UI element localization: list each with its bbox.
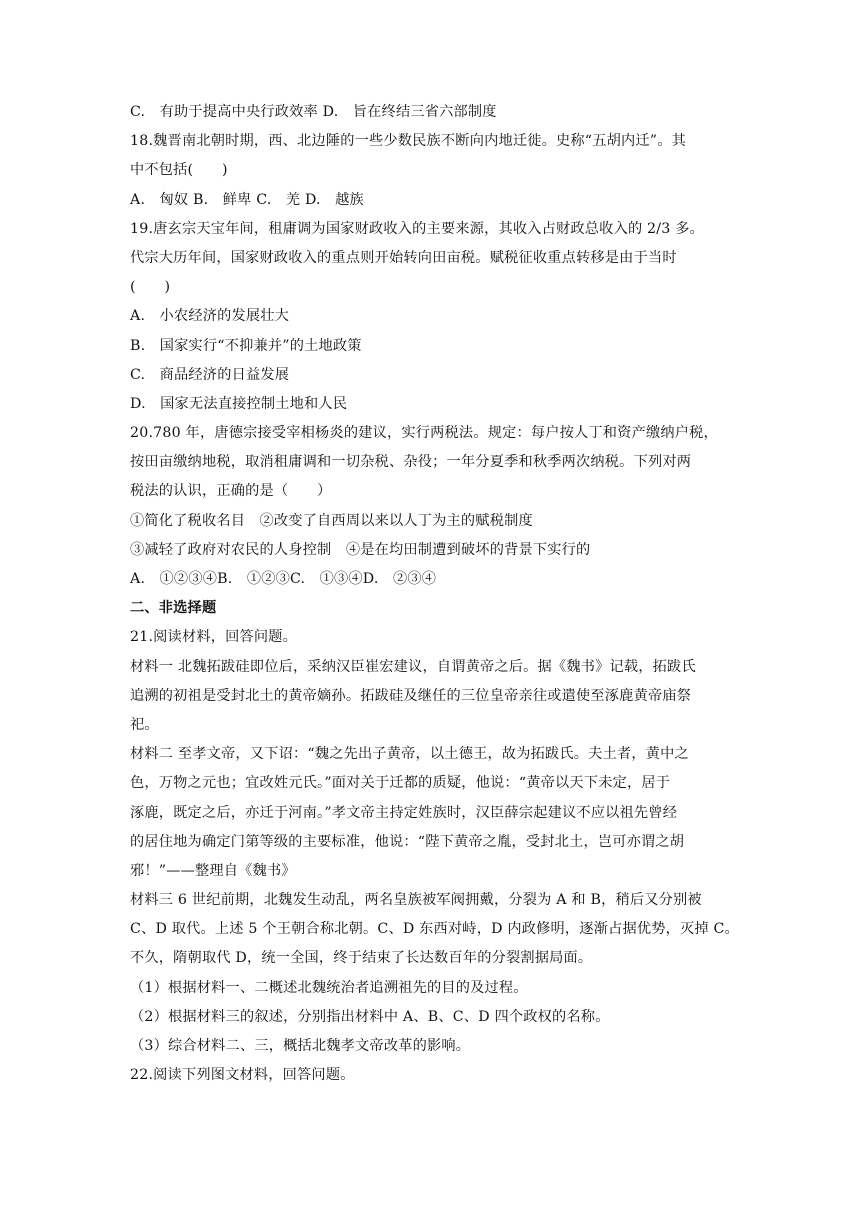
sub-question-3: （3）综合材料二、三，概括北魏孝文帝改革的影响。 [130, 1038, 471, 1054]
material-2-line: 材料二 至孝文帝，又下诏：“魏之先出子黄帝，以土德王，故为拓跋氏。夫土者，黄中之 [130, 746, 689, 763]
sub-question-2: （2）根据材料三的叙述，分别指出材料中 A、B、C、D 四个政权的名称。 [130, 1008, 610, 1025]
question-21-line: 21.阅读材料，回答问题。 [130, 629, 298, 646]
text-line: 追溯的初祖是受封北土的黄帝嫡孙。拓跋硅及继任的三位皇帝亲往或遣使至涿鹿黄帝庙祭 [130, 687, 692, 704]
material-1-line: 材料一 北魏拓跋硅即位后，采纳汉臣崔宏建议，自谓黄帝之后。据《魏书》记载，拓跋氏 [130, 658, 696, 675]
text-line: 祀。 [130, 716, 159, 733]
material-3-line: 材料三 6 世纪前期，北魏发生动乱，两名皇族被军阀拥戴，分裂为 A 和 B，稍后又分别被 [130, 892, 702, 909]
text-line: 色，万物之元也；宜改姓元氏。”面对关于迁都的质疑，他说：“黄帝以天下未定，居于 [130, 775, 671, 792]
statement-line: ③减轻了政府对农民的人身控制 ④是在均田制遭到破坏的背景下实行的 [130, 541, 591, 558]
question-19-line: 19.唐玄宗天宝年间，租庸调为国家财政收入的主要来源，其收入占财政总收入的 2/3 多。 [130, 220, 704, 237]
answer-options: A. 匈奴 B. 鲜卑 C. 羌 D. 越族 [130, 191, 364, 208]
text-line: 代宗大历年间，国家财政收入的重点则开始转向田亩税。赋税征收重点转移是由于当时 [130, 249, 677, 266]
text-line: 税法的认识，正确的是（ ） [130, 483, 332, 500]
text-line: 按田亩缴纳地税，取消租庸调和一切杂税、杂役；一年分夏季和秋季两次纳税。下列对两 [130, 454, 692, 471]
text-line: ( ) [130, 279, 171, 296]
text-line: 涿鹿，既定之后，亦迁于河南。”孝文帝主持定姓族时，汉臣薛宗起建议不应以祖先曾经 [130, 804, 678, 821]
answer-option-b: B. 国家实行“不抑兼并”的土地政策 [130, 337, 362, 354]
text-line: 中不包括( ) [130, 162, 228, 179]
question-20-line: 20.780 年，唐德宗接受宰相杨炎的建议，实行两税法。规定：每户按人丁和资产缴纳户税， [130, 425, 718, 442]
sub-question-1: （1）根据材料一、二概述北魏统治者追溯祖先的目的及过程。 [130, 979, 528, 996]
answer-option-c: C. 商品经济的日益发展 [130, 366, 290, 383]
question-18-line: 18.魏晋南北朝时期，西、北边陲的一些少数民族不断向内地迁徙。史称“五胡内迁”。其 [130, 133, 687, 150]
section-heading: 二、非选择题 [130, 600, 217, 617]
answer-options: A. ①②③④B. ①②③C. ①③④D. ②③④ [130, 571, 437, 587]
text-line: 不久，隋朝取代 D，统一全国，终于结束了长达数百年的分裂割据局面。 [130, 950, 593, 967]
answer-option-a: A. 小农经济的发展壮大 [130, 308, 290, 325]
answer-option-d: D. 国家无法直接控制土地和人民 [130, 395, 348, 412]
question-22-line: 22.阅读下列图文材料，回答问题。 [130, 1067, 355, 1084]
statement-line: ①简化了税收名目 ②改变了自西周以来以人丁为主的赋税制度 [130, 512, 533, 529]
document-page [130, 98, 739, 1090]
text-line: 邪！”——整理自《魏书》 [130, 862, 296, 879]
text-line: 的居住地为确定门第等级的主要标准，他说：“陛下黄帝之胤，受封北土，岂可亦谓之胡 [130, 833, 685, 850]
text-line: C. 有助于提高中央行政效率 D. 旨在终结三省六部制度 [130, 104, 497, 120]
text-line: C、D 取代。上述 5 个王朝合称北朝。C、D 东西对峙，D 内政修明，逐渐占据优势，灭掉 C。 [130, 921, 739, 938]
